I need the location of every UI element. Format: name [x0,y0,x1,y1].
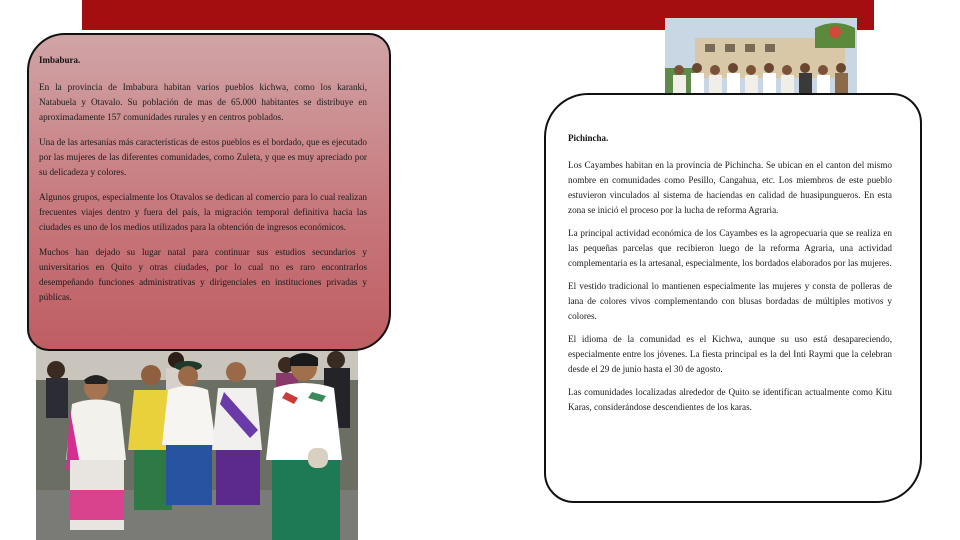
imbabura-text-box [27,33,391,351]
pichincha-text-box [544,93,922,503]
imbabura-paragraph: Muchos han dejado su lugar natal para continuar sus estudios secundarios y universitarios en Quito y otras ciudades, por lo cual no es raro encontrarlos desempeñando funciones administrativas y dirigenciales en instituciones privadas y públicas. [39,247,367,302]
imbabura-paragraph: En la provincia de Imbabura habitan varios pueblos kichwa, como los karanki, Natabuela y Otavalo. Su población de mas de 65.000 habitantes se distribuye en aproximadamente 157 comunidades rurales y en centros poblados. [39,82,367,122]
imbabura-paragraph: Una de las artesanías más características de estos pueblos es el bordado, que es ejecutado por las mujeres de las diferentes comunidades, como Zuleta, y que es muy apreciado por su delicadeza y colores. [39,137,367,177]
pichincha-paragraph: El idioma de la comunidad es el Kichwa, aunque su uso está desapareciendo, especialmente entre los jóvenes. La fiesta principal es la del Inti Raymi que la celebran desde el 29 de junio hasta el 30 de agosto. [568,334,892,374]
pichincha-paragraph: El vestido tradicional lo mantienen especialmente las mujeres y consta de polleras de lana de colores vivos complementando con blusas bordadas de múltiples motivos y colores. [568,281,892,321]
pichincha-paragraph: Los Cayambes habitan en la provincia de Pichincha. Se ubican en el canton del mismo nombre en comunidades como Pesillo, Cangahua, etc. Los miembros de este pueblo estuvieron vinculados al sistema de haciendas en calidad de huasipungueros. En esta zona se inició el proceso por la lucha de reforma Agraria. [568,160,892,215]
imbabura-title: Imbabura. [39,55,81,65]
imbabura-paragraph: Algunos grupos, especialmente los Otavalos se dedican al comercio para lo cual realizan frecuentes viajes dentro y fuera del país, la migración temporal definitiva hacia las ciudades es uno de los medios utilizados para la obtención de ingresos económicos. [39,192,367,232]
pichincha-paragraph: La principal actividad económica de los Cayambes es la agropecuaria que se realiza en las pequeñas parcelas que recibieron luego de la reforma Agraria, una actividad complementaria es la artesanal, especialmente, los bordados elaborados por las mujeres. [568,228,892,268]
imbabura-festival-photo [36,340,358,540]
pichincha-paragraph: Las comunidades localizadas alrededor de Quito se identifican actualmente como Kitu Karas, considerándose descendientes de los karas. [568,387,892,412]
pichincha-title: Pichincha. [568,133,609,143]
